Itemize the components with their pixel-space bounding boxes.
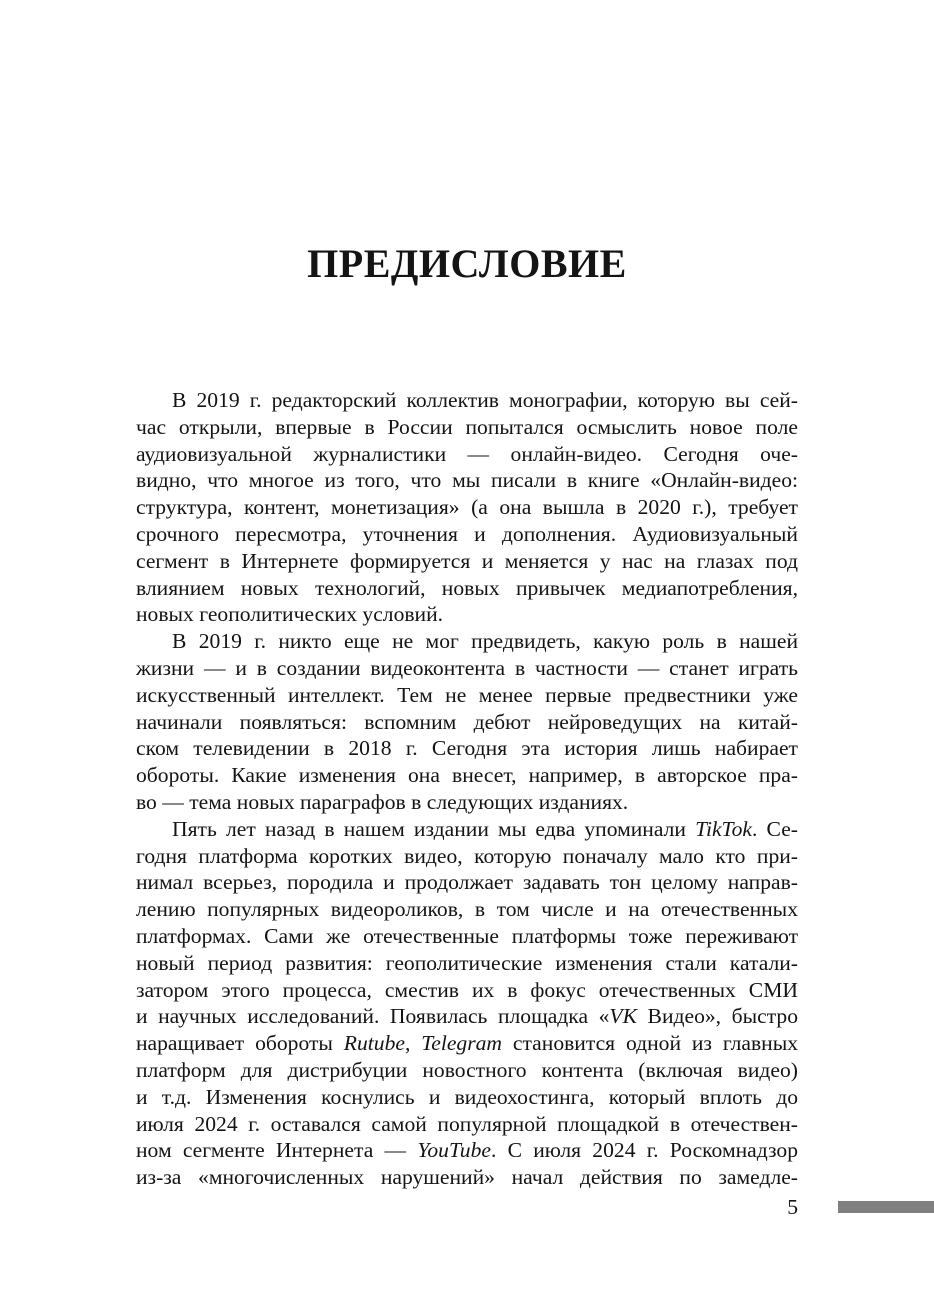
text-line: начинали появляться: вспомним дебют нейроведущих на китай- xyxy=(136,709,798,734)
text-line: и т.д. Изменения коснулись и видеохостинга, который вплоть до xyxy=(136,1084,798,1109)
text-line xyxy=(136,816,798,843)
body-text xyxy=(136,387,798,1191)
text-line: во — тема новых параграфов в следующих изданиях. xyxy=(136,789,629,814)
text-line: В 2019 г. никто еще не мог предвидеть, какую роль в нашей xyxy=(172,629,798,654)
text-line: платформ для дистрибуции новостного контента (включая видео) xyxy=(136,1057,798,1082)
text-line: видно, что многое из того, что мы писали в книге «Онлайн-видео: xyxy=(136,468,798,493)
youtube-term: YouTube xyxy=(417,1138,491,1163)
text-run: Пять лет назад в нашем издании мы едва упоминали xyxy=(172,816,696,841)
tiktok-term: TikTok xyxy=(695,816,752,841)
page-number: 5 xyxy=(787,1195,798,1219)
text-line: из-за «многочисленных нарушений» начал действия по замедле- xyxy=(136,1165,798,1190)
text-line xyxy=(136,1003,798,1030)
text-run: . Се- xyxy=(751,816,798,841)
text-line: сегмент в Интернете формируется и меняется у нас на глазах под xyxy=(136,548,798,573)
text-line: лению популярных видеороликов, в том числе и на отечественных xyxy=(136,897,798,922)
text-line xyxy=(136,1030,798,1057)
text-line: июля 2024 г. оставался самой популярной площадкой в отечествен- xyxy=(136,1111,798,1136)
text-run: и научных исследований. Появилась площадка « xyxy=(136,1004,610,1029)
text-run: Видео», быстро xyxy=(636,1004,798,1029)
text-line: затором этого процесса, сместив их в фокус отечественных СМИ xyxy=(136,977,798,1002)
text-line: новый период развития: геополитические изменения стали катали- xyxy=(136,950,798,975)
text-run: становится одной из главных xyxy=(502,1031,799,1056)
text-line: жизни — и в создании видеоконтента в частности — станет играть xyxy=(136,655,798,680)
paragraph-1 xyxy=(136,387,798,628)
text-line: влиянием новых технологий, новых привычек медиапотребления, xyxy=(136,575,798,600)
text-line: новых геополитических условий. xyxy=(136,602,444,627)
text-line: ском телевидении в 2018 г. Сегодня эта история лишь набирает xyxy=(136,736,798,761)
text-line xyxy=(136,1137,798,1164)
telegram-term: Telegram xyxy=(421,1031,503,1056)
text-line: искусственный интеллект. Тем не менее первые предвестники уже xyxy=(136,682,798,707)
text-line: срочного пересмотра, уточнения и дополнения. Аудиовизуальный xyxy=(136,521,798,546)
text-line: структура, контент, монетизация» (а она вышла в 2020 г.), требует xyxy=(136,495,798,520)
text-line: обороты. Какие изменения она внесет, например, в авторское пра- xyxy=(136,763,798,788)
vk-term: VK xyxy=(609,1004,637,1029)
text-line: нимал всерьез, породила и продолжает задавать тон целому направ- xyxy=(136,870,798,895)
text-run: наращивает обороты xyxy=(136,1031,344,1056)
paragraph-2 xyxy=(136,628,798,816)
text-line: годня платформа коротких видео, которую поначалу мало кто при- xyxy=(136,843,798,868)
text-run: ном сегменте Интернета — xyxy=(136,1138,418,1163)
text-line: аудиовизуальной журналистики — онлайн-видео. Сегодня оче- xyxy=(136,441,798,466)
text-run: . С июля 2024 г. Роскомнадзор xyxy=(490,1138,798,1163)
text-line: В 2019 г. редакторский коллектив монографии, которую вы сей- xyxy=(172,388,798,412)
page-title: ПРЕДИСЛОВИЕ xyxy=(307,241,627,286)
rutube-term: Rutube xyxy=(343,1031,405,1056)
paragraph-3 xyxy=(136,816,798,1191)
text-line: час открыли, впервые в России попытался осмыслить новое поле xyxy=(136,414,798,439)
text-line: платформах. Сами же отечественные платформы тоже переживают xyxy=(136,923,798,948)
text-run: , xyxy=(404,1031,422,1056)
edge-tab-marker xyxy=(838,1201,934,1213)
